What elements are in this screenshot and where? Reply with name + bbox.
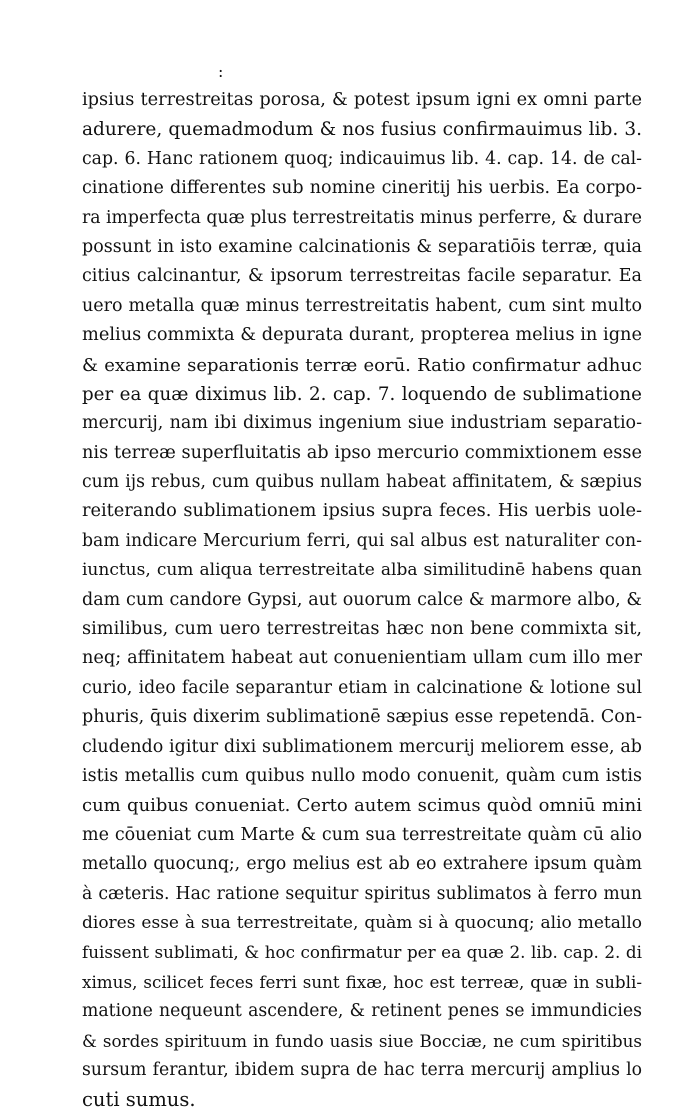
text-line: matione nequeunt ascendere, & retinent penes se immundicies [82, 1001, 642, 1022]
text-line: cuti sumus. [82, 1088, 196, 1112]
text-line: neq; affinitatem habeat aut conuenientiam ullam cum illo mer [82, 648, 642, 669]
text-line: nis terreæ superfluitatis ab ipso mercurio commixtionem esse [82, 442, 642, 463]
text-line: ipsius terrestreitas porosa, & potest ipsum igni ex omni parte [82, 90, 642, 110]
text-line: fuissent sublimati, & hoc confirmatur per ea quæ 2. lib. cap. 2. di [82, 942, 642, 963]
text-line: & sordes spirituum in fundo uasis siue Bocciæ, ne cum spiritibus [82, 1030, 642, 1051]
text-line: melius commixta & depurata durant, propterea melius in igne [82, 325, 642, 346]
text-line: similibus, cum uero terrestreitas hæc non bene commixta sit, [82, 619, 642, 640]
text-line: iunctus, cum aliqua terrestreitate alba similitudinē habens quan [82, 560, 642, 581]
text-line: cludendo igitur dixi sublimationem mercurij meliorem esse, ab [82, 736, 642, 757]
text-line: cum quibus conueniat. Certo autem scimus quòd omniū mini [82, 795, 642, 817]
text-line: cum ijs rebus, cum quibus nullam habeat affinitatem, & sæpius [82, 472, 642, 493]
text-line: mercurij, nam ibi diximus ingenium siue industriam separatio- [82, 413, 642, 434]
text-line: ra imperfecta quæ plus terrestreitatis minus perferre, & durare [82, 207, 642, 228]
text-line: & examine separationis terræ eorū. Ratio confirmatur adhuc [82, 354, 642, 376]
text-line: adurere, quemadmodum & nos fusius confirmauimus lib. 3. [82, 119, 642, 141]
text-line: uero metalla quæ minus terrestreitatis habent, cum sint multo [82, 295, 642, 316]
text-line: istis metallis cum quibus nullo modo conuenit, quàm cum istis [82, 765, 642, 786]
text-line: phuris, q̄uis dixerim sublimationē sæpius esse repetendā. Con- [82, 707, 642, 728]
text-line: cap. 6. Hanc rationem quoq; indicauimus lib. 4. cap. 14. de cal- [82, 148, 642, 169]
top-mark: : [218, 62, 224, 81]
text-line: curio, ideo facile separantur etiam in calcinatione & lotione sul [82, 677, 642, 698]
text-line: possunt in isto examine calcinationis & separatiōis terræ, quia [82, 236, 642, 257]
text-line: me cōueniat cum Marte & cum sua terrestreitate quàm cū alio [82, 824, 642, 845]
text-line: sursum ferantur, ibidem supra de hac terra mercurij amplius lo [82, 1059, 642, 1080]
text-line: citius calcinantur, & ipsorum terrestreitas facile separatur. Ea [82, 266, 642, 287]
text-line: metallo quocunq;, ergo melius est ab eo extrahere ipsum quàm [82, 854, 642, 875]
text-line: dam cum candore Gypsi, aut ouorum calce & marmore albo, & [82, 589, 642, 610]
text-line: diores esse à sua terrestreitate, quàm si à quocunq; alio metallo [82, 912, 642, 933]
text-line: per ea quæ diximus lib. 2. cap. 7. loquendo de sublimatione [82, 383, 642, 405]
text-line: bam indicare Mercurium ferri, qui sal albus est naturaliter con- [82, 530, 642, 551]
text-line: à cæteris. Hac ratione sequitur spiritus sublimatos à ferro mun [82, 883, 642, 904]
text-line: reiterando sublimationem ipsius supra feces. His uerbis uole- [82, 501, 642, 522]
body-text [82, 86, 642, 1115]
text-line: ximus, scilicet feces ferri sunt fixæ, hoc est terreæ, quæ in subli- [82, 971, 642, 992]
text-line: cinatione differentes sub nomine cineritij his uerbis. Ea corpo- [82, 178, 642, 199]
